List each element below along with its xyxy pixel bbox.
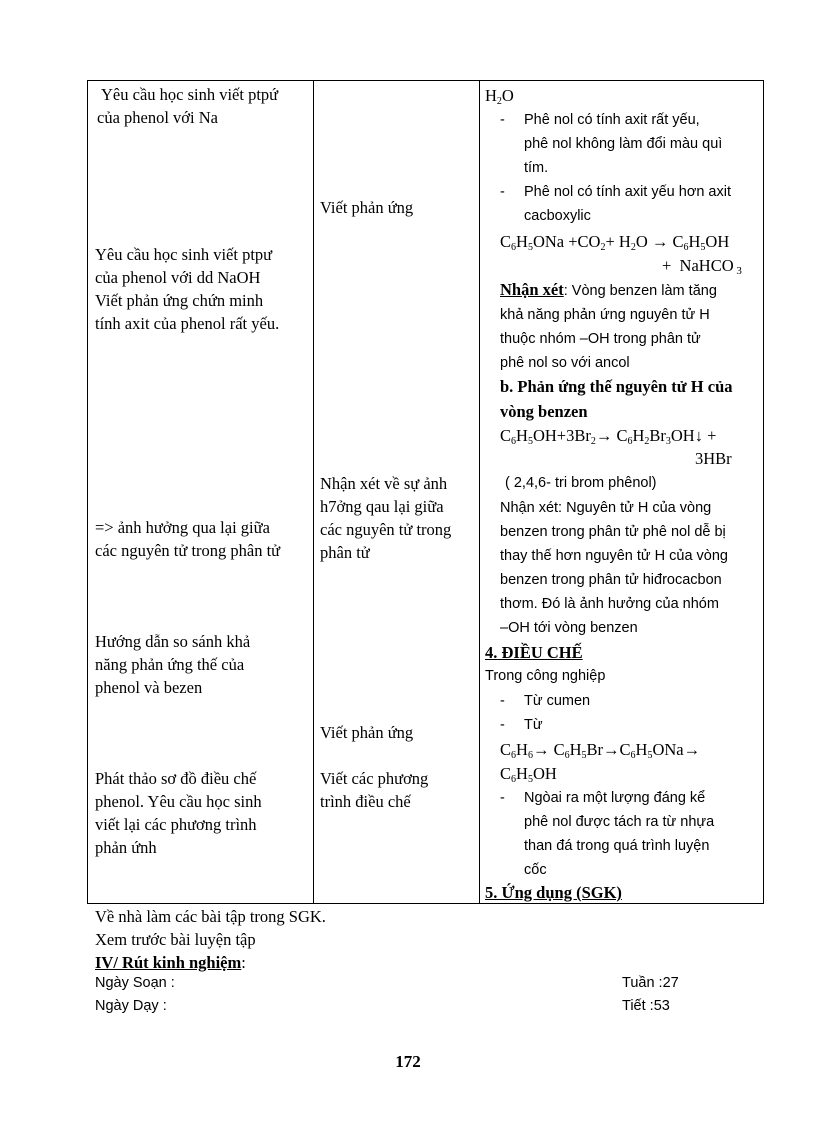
- equation-co2: $C_6H_5ONa +CO_2+ H_2O \to C_6H_5OH$: [500, 232, 730, 253]
- week-label: Tuần :27: [622, 975, 679, 991]
- teacher-activity-3: => ảnh hưởng qua lại giữa các nguyên tử trong phân tử: [95, 518, 281, 560]
- bullet: -: [500, 184, 505, 200]
- teacher-activity-1: Yêu cầu học sinh viết ptpứ của phenol với Na: [97, 85, 279, 127]
- industry-label: Trong công nghiệp: [485, 668, 606, 684]
- teacher-activity-2: Yêu cầu học sinh viết ptpư của phenol với dd NaOH Viết phản ứng chứn minh tính axit của phenol rất yếu.: [95, 245, 280, 333]
- section-b-heading: b. Phản ứng thế nguyên tử H của vòng benzen: [500, 377, 733, 421]
- teacher-activity-5: Phát thảo sơ đồ điều chế phenol. Yêu cầu học sinh viết lại các phương trình phản ứnh: [95, 769, 262, 857]
- student-activity-3: Viết phản ứng: [320, 723, 414, 742]
- period-label: Tiết :53: [622, 998, 670, 1014]
- column-divider: [479, 80, 480, 904]
- page-number: 172: [395, 1052, 421, 1071]
- student-activity-1: Viết phản ứng: [320, 198, 414, 217]
- column-divider: [313, 80, 314, 904]
- section-5-heading: 5. Ứng dụng (SGK): [485, 883, 622, 902]
- method-cumene: Từ cumen: [524, 693, 591, 709]
- method-from: Từ: [524, 717, 543, 733]
- water-formula: $H_2O$: [485, 86, 514, 107]
- teacher-activity-4: Hướng dẫn so sánh khả năng phản ứng thế của phenol và bezen: [95, 632, 251, 697]
- student-activity-4: Viết các phương trình điều chế: [320, 769, 429, 811]
- bullet: -: [500, 790, 505, 806]
- experience-heading: IV/ Rút kinh nghiệm:: [95, 953, 246, 972]
- tribromophenol-note: ( 2,4,6- tri brom phênol): [505, 475, 657, 491]
- equation-co2-end: + NaHCO $_3$: [662, 256, 742, 277]
- preview-line: Xem trước bài luyện tập: [95, 930, 256, 949]
- section-4-heading: 4. ĐIỀU CHẾ: [485, 643, 583, 662]
- equation-br2: $C_6H_5OH+3Br_2\to$ $C_6H_2Br_3OH↓$ +: [500, 426, 717, 447]
- property-note-2: Phê nol có tính axit yếu hơn axit cacboxylic: [524, 184, 731, 224]
- synthesis-chain: $C_6H_6\to C_6H_5Br\to C_6H_5ONa\to$: [500, 740, 701, 761]
- bullet: -: [500, 717, 505, 733]
- synthesis-chain-end: $C_6H_5OH$: [500, 764, 557, 785]
- remark-1: Nhận xét: Vòng benzen làm tăng khả năng phản ứng nguyên tử H thuộc nhóm –OH trong phân tử phê nol so với ancol: [500, 280, 717, 371]
- equation-br2-end: 3HBr: [695, 449, 732, 468]
- homework-line: Về nhà làm các bài tập trong SGK.: [95, 907, 326, 926]
- remark-2: Nhận xét: Nguyên tử H của vòng benzen trong phân tử phê nol dễ bị thay thế hơn nguyên tử H của vòng benzen trong phân tử hiđrocacbon thơm. Đó là ảnh hưởng của nhóm –OH tới vòng benzen: [500, 500, 728, 636]
- bullet: -: [500, 112, 505, 128]
- prep-date-label: Ngày Soạn :: [95, 975, 175, 991]
- student-activity-2: Nhận xét về sự ảnh h7ởng qau lại giữa các nguyên tử trong phân tử: [320, 474, 452, 562]
- coal-tar-note: Ngòai ra một lượng đáng kể phê nol được tách ra từ nhựa than đá trong quá trình luyện cốc: [524, 790, 715, 878]
- teach-date-label: Ngày Dạy :: [95, 998, 167, 1014]
- property-note-1: Phê nol có tính axit rất yếu, phê nol không làm đổi màu quì tím.: [524, 112, 723, 176]
- bullet: -: [500, 693, 505, 709]
